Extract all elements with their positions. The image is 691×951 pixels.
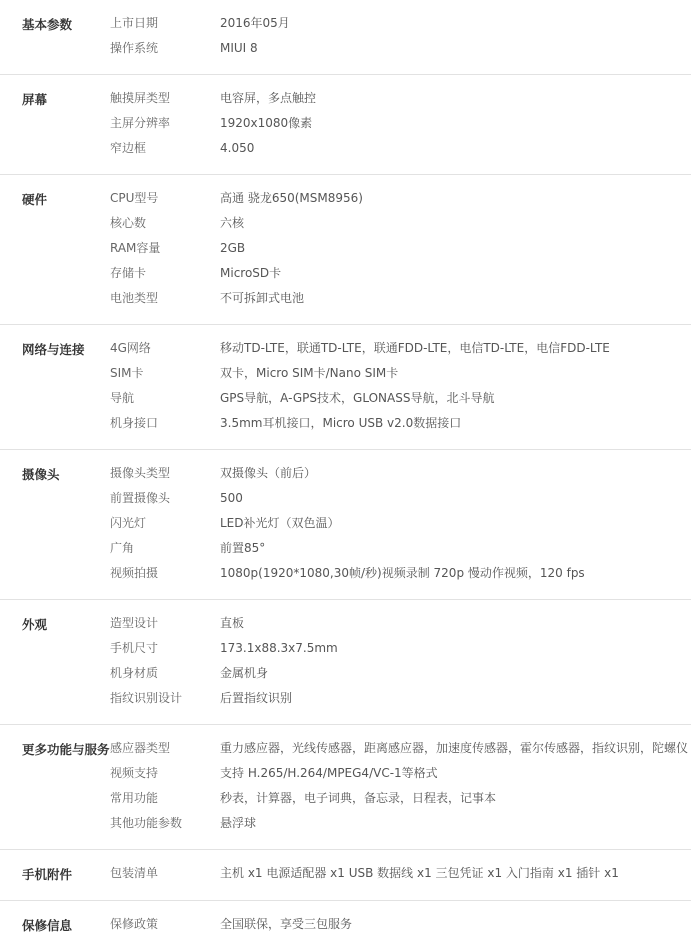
spec-value: 重力感应器，光线传感器，距离感应器，加速度传感器，霍尔传感器，指纹识别，陀螺仪 — [220, 737, 691, 762]
kv-table — [110, 862, 691, 887]
spec-value: 高通 骁龙650(MSM8956) — [220, 187, 691, 212]
spec-value: 六核 — [220, 212, 691, 237]
table-row — [110, 112, 691, 137]
spec-key: 存储卡 — [110, 262, 220, 287]
spec-value: 1080p(1920*1080,30帧/秒)视频录制 720p 慢动作视频，120 fps — [220, 562, 691, 587]
table-row — [110, 87, 691, 112]
spec-key: 保修政策 — [110, 913, 220, 938]
section-title: 硬件 — [0, 175, 110, 325]
table-row — [110, 637, 691, 662]
table-row — [110, 412, 691, 437]
section-body — [110, 901, 691, 951]
spec-value: LED补光灯（双色温） — [220, 512, 691, 537]
table-row — [110, 387, 691, 412]
section-body — [110, 0, 691, 75]
section-title: 摄像头 — [0, 450, 110, 600]
spec-value: 双卡，Micro SIM卡/Nano SIM卡 — [220, 362, 691, 387]
spec-key: 4G网络 — [110, 337, 220, 362]
table-row — [110, 913, 691, 938]
spec-key: 导航 — [110, 387, 220, 412]
table-row — [110, 137, 691, 162]
kv-table — [110, 737, 691, 837]
spec-section-basic — [0, 0, 691, 75]
spec-value: 1920x1080像素 — [220, 112, 691, 137]
spec-key: 机身材质 — [110, 662, 220, 687]
section-title: 基本参数 — [0, 0, 110, 75]
spec-section-network — [0, 325, 691, 450]
section-body — [110, 325, 691, 450]
spec-key: 感应器类型 — [110, 737, 220, 762]
spec-key: 视频支持 — [110, 762, 220, 787]
table-row — [110, 537, 691, 562]
spec-key: 造型设计 — [110, 612, 220, 637]
kv-table — [110, 612, 691, 712]
section-body — [110, 850, 691, 901]
spec-value: 悬浮球 — [220, 812, 691, 837]
table-row — [110, 362, 691, 387]
spec-key: 其他功能参数 — [110, 812, 220, 837]
table-row — [110, 562, 691, 587]
spec-key: 常用功能 — [110, 787, 220, 812]
spec-value: GPS导航，A-GPS技术，GLONASS导航，北斗导航 — [220, 387, 691, 412]
spec-key: 闪光灯 — [110, 512, 220, 537]
spec-section-appearance — [0, 600, 691, 725]
section-body — [110, 450, 691, 600]
spec-value: 后置指纹识别 — [220, 687, 691, 712]
spec-value: 4.050 — [220, 137, 691, 162]
kv-table — [110, 337, 691, 437]
spec-key: 电池类型 — [110, 287, 220, 312]
section-body — [110, 600, 691, 725]
table-row — [110, 612, 691, 637]
spec-section-screen — [0, 75, 691, 175]
section-title: 手机附件 — [0, 850, 110, 901]
spec-key: SIM卡 — [110, 362, 220, 387]
spec-value: 2016年05月 — [220, 12, 691, 37]
section-title: 保修信息 — [0, 901, 110, 951]
spec-value: 全国联保，享受三包服务 — [220, 913, 691, 938]
kv-table — [110, 12, 691, 62]
spec-value: 500 — [220, 487, 691, 512]
spec-key: 包装清单 — [110, 862, 220, 887]
spec-value: 前置85° — [220, 537, 691, 562]
table-row — [110, 787, 691, 812]
table-row — [110, 212, 691, 237]
section-body — [110, 175, 691, 325]
kv-table — [110, 187, 691, 312]
spec-key: 窄边框 — [110, 137, 220, 162]
spec-section-hardware — [0, 175, 691, 325]
spec-key: 视频拍摄 — [110, 562, 220, 587]
spec-key: RAM容量 — [110, 237, 220, 262]
section-body — [110, 75, 691, 175]
spec-key: 手机尺寸 — [110, 637, 220, 662]
spec-section-warranty — [0, 901, 691, 951]
spec-value: 3.5mm耳机接口，Micro USB v2.0数据接口 — [220, 412, 691, 437]
spec-value: MIUI 8 — [220, 37, 691, 62]
table-row — [110, 737, 691, 762]
spec-value: 秒表，计算器，电子词典，备忘录，日程表，记事本 — [220, 787, 691, 812]
spec-value: 支持 H.265/H.264/MPEG4/VC-1等格式 — [220, 762, 691, 787]
table-row — [110, 287, 691, 312]
spec-key: 上市日期 — [110, 12, 220, 37]
spec-value: 主机 x1 电源适配器 x1 USB 数据线 x1 三包凭证 x1 入门指南 x1 插针 x1 — [220, 862, 691, 887]
table-row — [110, 337, 691, 362]
section-title: 屏幕 — [0, 75, 110, 175]
spec-key: 前置摄像头 — [110, 487, 220, 512]
spec-key: 广角 — [110, 537, 220, 562]
spec-key: 触摸屏类型 — [110, 87, 220, 112]
section-title: 外观 — [0, 600, 110, 725]
spec-key: 主屏分辨率 — [110, 112, 220, 137]
spec-value: 电容屏，多点触控 — [220, 87, 691, 112]
kv-table — [110, 87, 691, 162]
table-row — [110, 512, 691, 537]
table-row — [110, 262, 691, 287]
spec-value: 2GB — [220, 237, 691, 262]
table-row — [110, 687, 691, 712]
spec-value: 金属机身 — [220, 662, 691, 687]
section-title: 更多功能与服务 — [0, 725, 110, 850]
kv-table — [110, 462, 691, 587]
table-row — [110, 762, 691, 787]
spec-key: 机身接口 — [110, 412, 220, 437]
spec-value: 173.1x88.3x7.5mm — [220, 637, 691, 662]
table-row — [110, 462, 691, 487]
table-row — [110, 237, 691, 262]
table-row — [110, 37, 691, 62]
spec-value: 直板 — [220, 612, 691, 637]
spec-value: 不可拆卸式电池 — [220, 287, 691, 312]
spec-section-accessories — [0, 850, 691, 901]
table-row — [110, 862, 691, 887]
spec-value: MicroSD卡 — [220, 262, 691, 287]
spec-value: 双摄像头（前后） — [220, 462, 691, 487]
spec-key: 操作系统 — [110, 37, 220, 62]
table-row — [110, 662, 691, 687]
section-title: 网络与连接 — [0, 325, 110, 450]
table-row — [110, 812, 691, 837]
spec-key: CPU型号 — [110, 187, 220, 212]
spec-section-camera — [0, 450, 691, 600]
spec-key: 指纹识别设计 — [110, 687, 220, 712]
table-row — [110, 12, 691, 37]
kv-table — [110, 913, 691, 938]
spec-key: 摄像头类型 — [110, 462, 220, 487]
spec-key: 核心数 — [110, 212, 220, 237]
table-row — [110, 187, 691, 212]
spec-value: 移动TD-LTE，联通TD-LTE，联通FDD-LTE，电信TD-LTE，电信FDD-LTE — [220, 337, 691, 362]
table-row — [110, 487, 691, 512]
